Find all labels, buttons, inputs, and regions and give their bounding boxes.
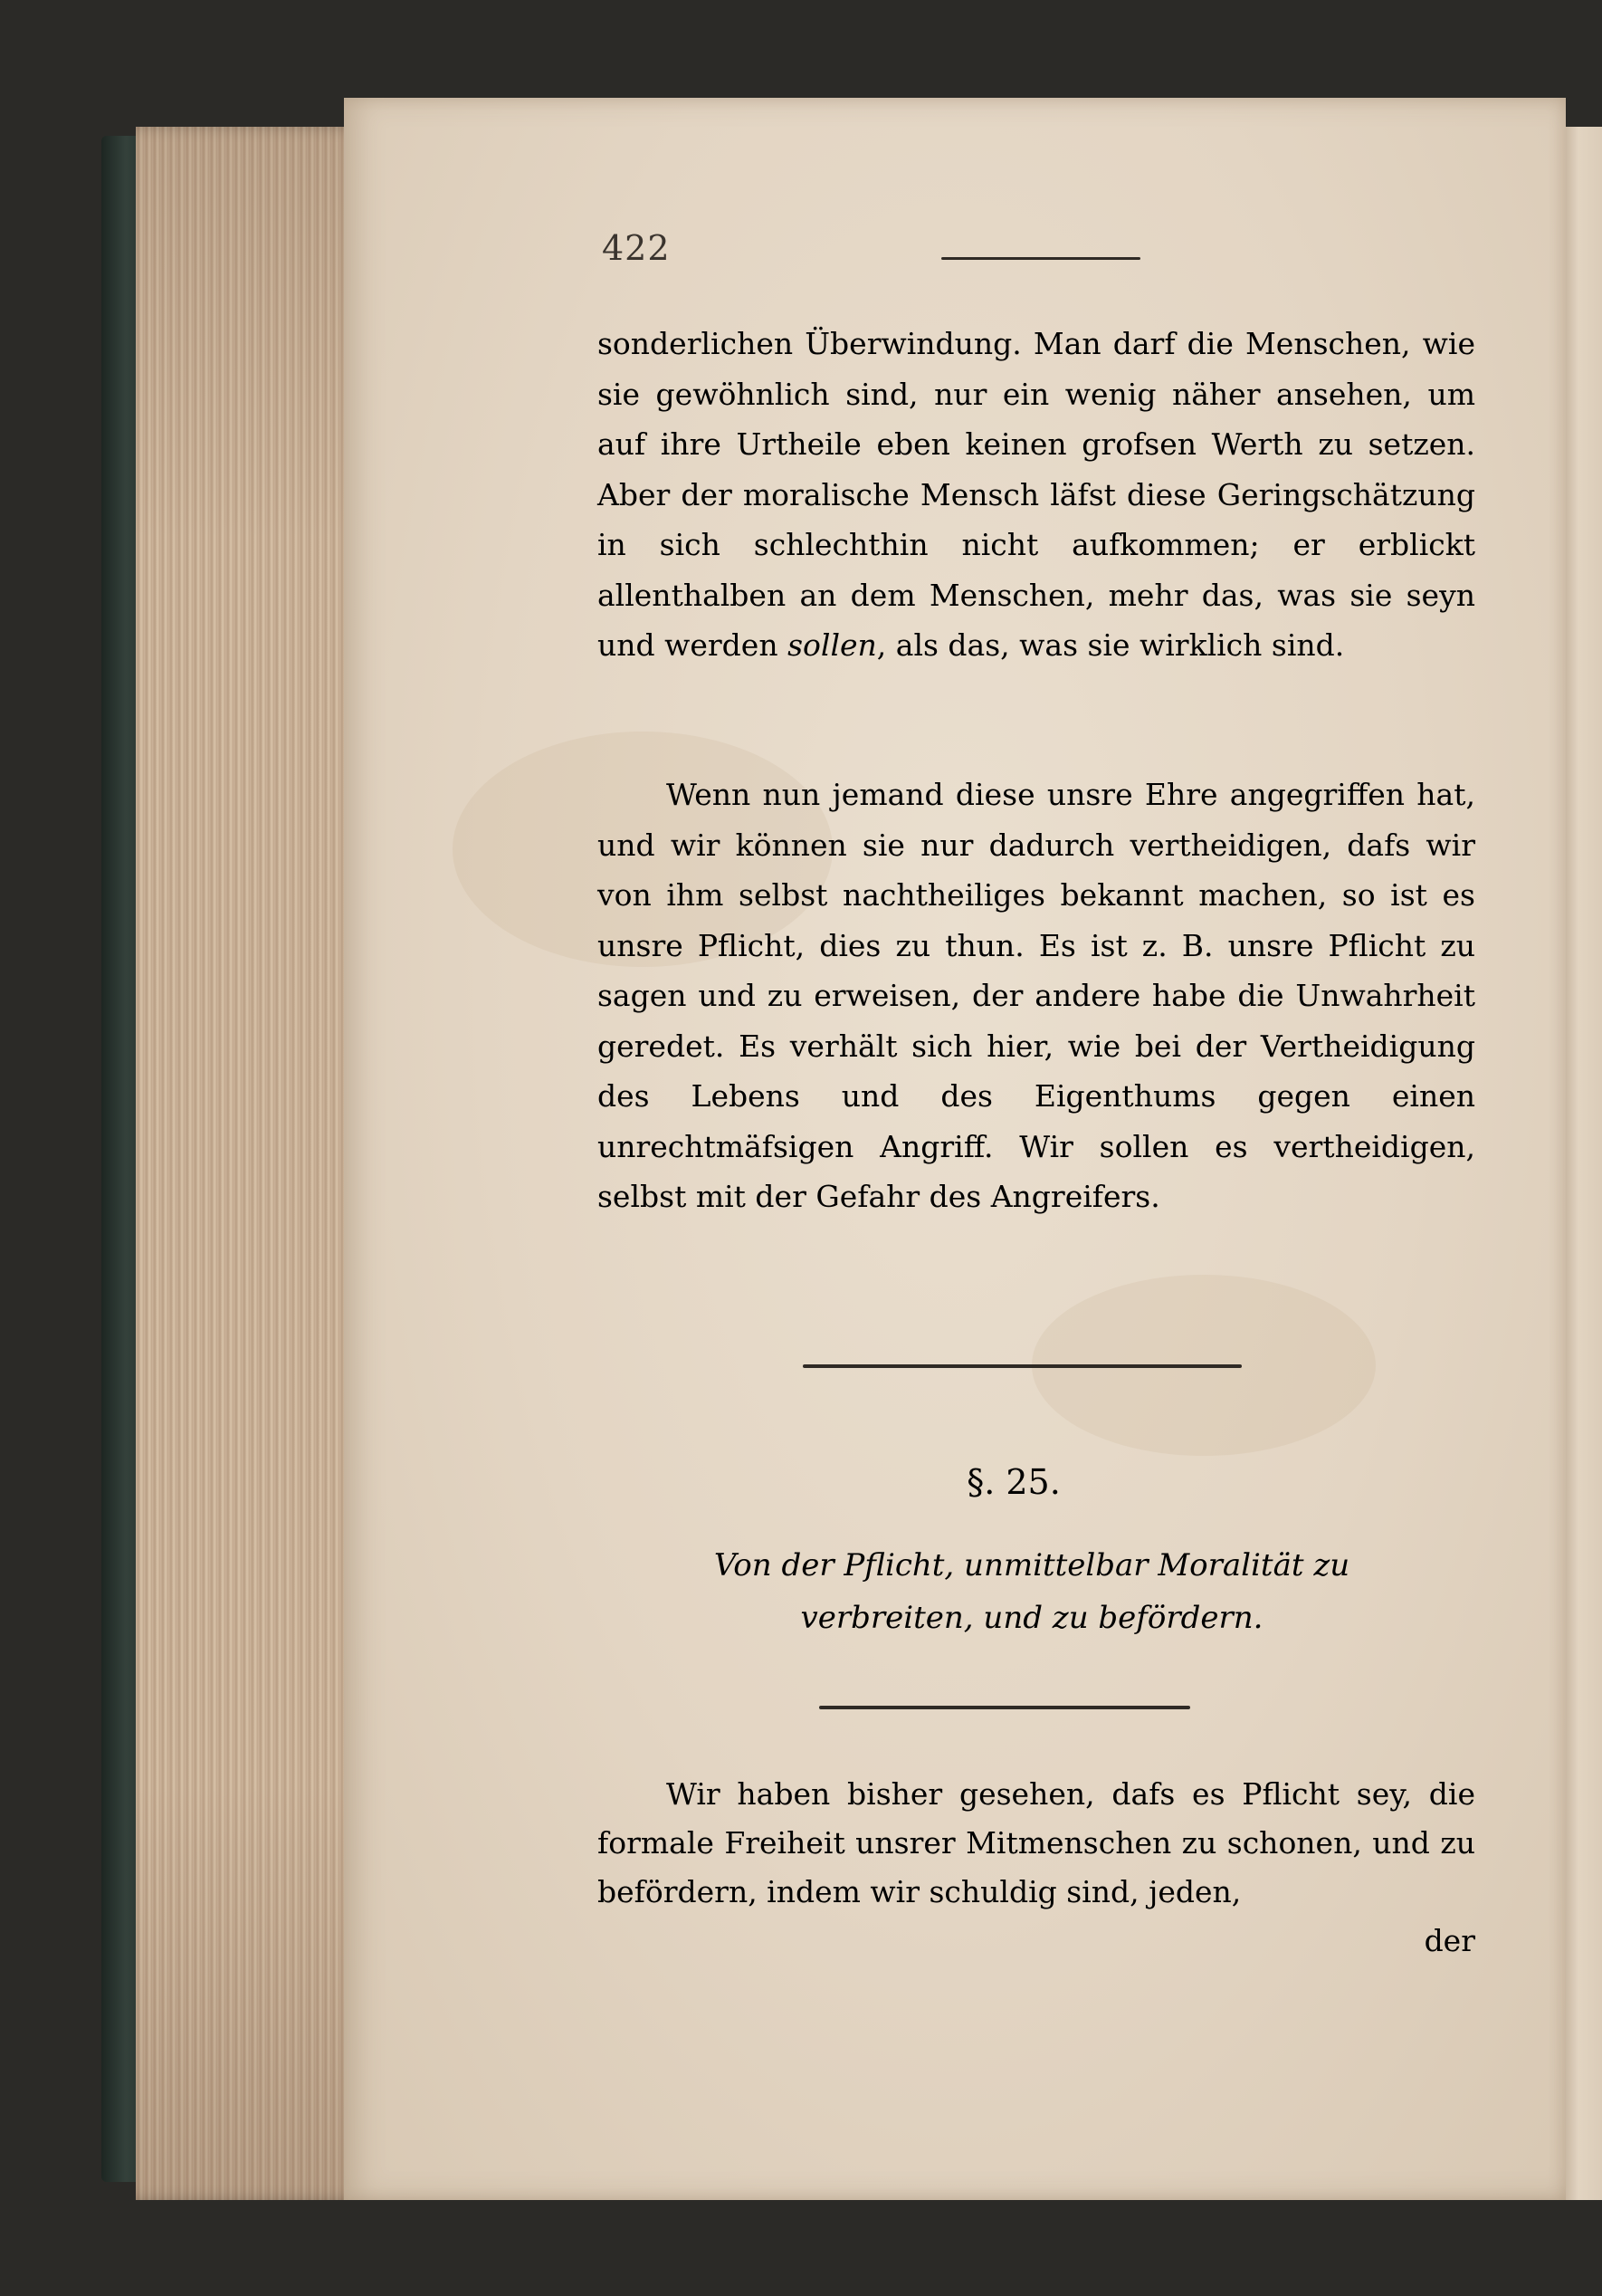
page-number: 422 bbox=[602, 228, 671, 268]
paragraph-1-end: , als das, was sie wirklich sind. bbox=[876, 627, 1345, 663]
section-number: §. 25. bbox=[967, 1462, 1061, 1502]
paragraph-1-italic: sollen bbox=[787, 627, 877, 663]
paragraph-2: Wenn nun jemand diese unsre Ehre angegriffen hat, und wir können sie nur dadurch vertheidigen, dafs wir von ihm selbst nachtheiliges bekannt machen, so ist es unsre Pflicht, dies zu thun. Es ist z. B. unsre Pflicht zu sagen und zu erweisen, der andere habe die Unwahrheit geredet. Es verhält sich hier, wie bei der Vertheidigung des Lebens und des Eigenthums gegen einen unrechtmäfsigen Angriff. Wir sollen es vertheidigen, selbst mit der Gefahr des Angreifers. bbox=[597, 777, 1475, 1214]
section-divider-rule bbox=[803, 1364, 1242, 1368]
paragraph-3 bbox=[597, 1770, 1475, 1966]
paragraph-1-text: sonderlichen Überwindung. Man darf die Menschen, wie sie gewöhnlich sind, nur ein wenig näher ansehen, um auf ihre Urtheile eben keinen grofsen Werth zu setzen. Aber der moralische Mensch läfst diese Geringschätzung in sich schlechthin nicht aufkommen; er erblickt allenthalben an dem Menschen, mehr das, was sie seyn und werden bbox=[597, 326, 1475, 663]
section-title: Von der Pflicht, unmittelbar Moralität zu verbreiten, und zu befördern. bbox=[713, 1547, 1350, 1636]
catchword: der bbox=[1424, 1923, 1475, 1958]
title-divider-rule bbox=[819, 1706, 1190, 1709]
paragraph-3-text: Wir haben bisher gesehen, dafs es Pflicht sey, die formale Freiheit unsrer Mitmenschen zu schonen, und zu befördern, indem wir schuldig sind, jeden, bbox=[597, 1776, 1475, 1909]
page-edges bbox=[136, 127, 371, 2200]
header-rule bbox=[941, 257, 1140, 260]
paragraph-1 bbox=[597, 319, 1475, 671]
